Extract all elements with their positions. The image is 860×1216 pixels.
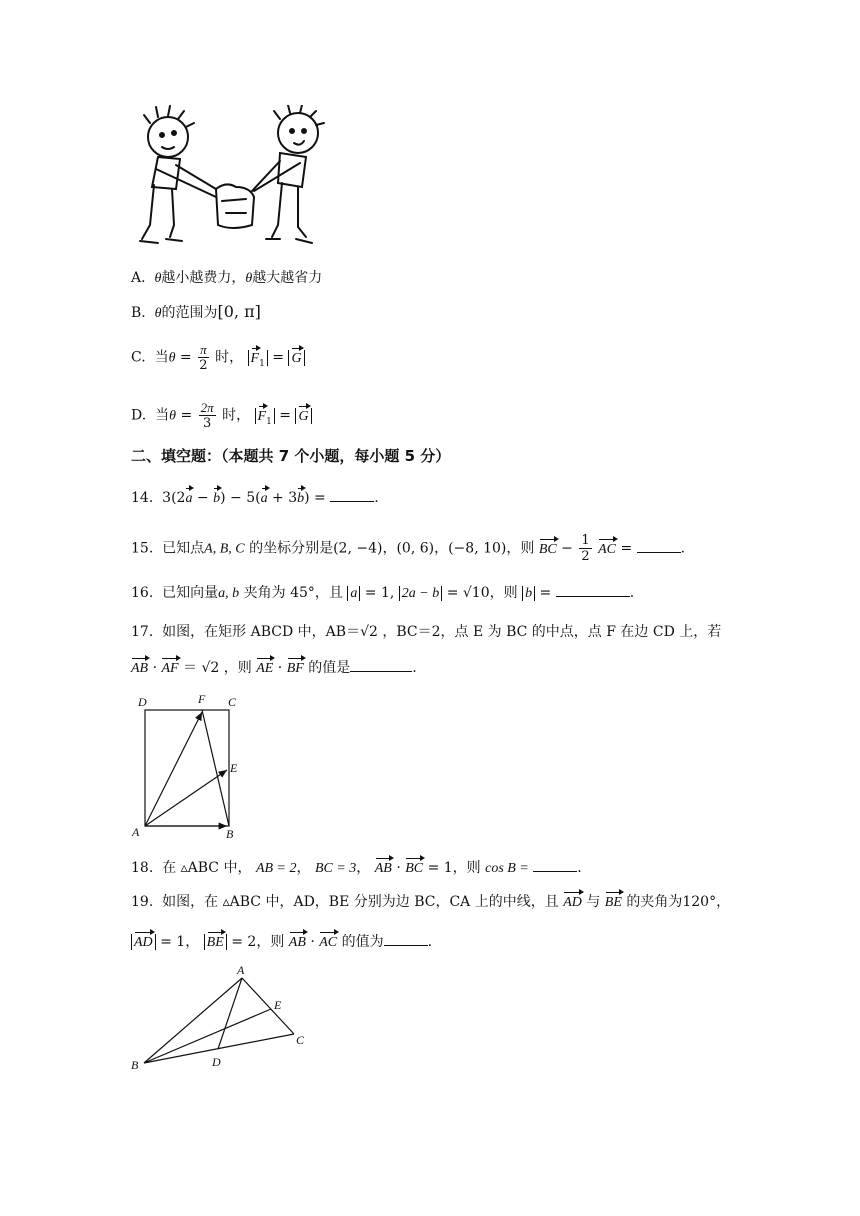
coordinate: (2, −4) xyxy=(333,540,383,557)
answer-blank[interactable] xyxy=(384,931,428,946)
label-a: A xyxy=(132,825,140,839)
question-text: ，则 xyxy=(506,540,535,557)
question-number: 17. xyxy=(131,624,154,640)
fraction-pi-over-2 xyxy=(198,342,209,373)
option-label: B. xyxy=(131,305,146,321)
equals-sign: = xyxy=(179,349,192,366)
vector-bc: BC xyxy=(539,537,557,560)
vector-g: G xyxy=(291,346,301,369)
dot-operator: · xyxy=(152,660,158,676)
question-text: 已知点 xyxy=(162,540,205,557)
coordinate: (0, 6) xyxy=(396,540,435,557)
section-heading: 二、填空题：（本题共 7 个小题，每小题 5 分） xyxy=(131,447,451,465)
question-text: 如图，在矩形 ABCD 中，AB＝√2 ，BC＝2，点 E 为 BC 的中点，点 F 在边 CD 上，若 xyxy=(162,624,722,640)
vector-ae: AE xyxy=(256,656,273,679)
question-15: 15. 已知点A, B, C 的坐标分别是(2, −4)，(0, 6)，(−8, 10)，则 BC − $\frac{1}{2}$ AC = . xyxy=(131,533,686,564)
question-text: 的坐标分别是 xyxy=(249,540,334,557)
expr-part: (2 xyxy=(171,490,186,506)
question-number: 15. xyxy=(131,540,154,557)
option-text: 当 xyxy=(155,407,170,424)
answer-blank[interactable] xyxy=(350,657,412,672)
fraction-one-half xyxy=(579,533,591,564)
numerator: 1 xyxy=(581,533,590,548)
expr-part: ) = xyxy=(304,490,326,506)
vector-f: F xyxy=(258,404,267,427)
dot-operator: · xyxy=(310,934,315,950)
vector-ac: AC xyxy=(319,930,337,953)
dot-operator: · xyxy=(277,660,283,676)
question-14 xyxy=(131,486,379,509)
theta-symbol: θ xyxy=(154,306,162,321)
equals-sign: = xyxy=(539,585,552,601)
label-b: B xyxy=(131,1058,139,1072)
expr-part: = √10 xyxy=(446,585,490,601)
question-text: 在 ▵ABC 中， xyxy=(162,860,252,876)
answer-blank[interactable] xyxy=(533,857,577,872)
vector-g: G xyxy=(298,404,308,427)
magnitude-g xyxy=(295,408,311,424)
question-number: 18. xyxy=(131,860,154,876)
denominator: 2 xyxy=(581,549,590,564)
question-number: 14. xyxy=(131,490,154,506)
label-c: C xyxy=(296,1033,305,1047)
question-number: 19. xyxy=(131,894,154,910)
expr-part: = 1, xyxy=(364,585,395,601)
condition: AB = 2 xyxy=(255,861,297,876)
period: . xyxy=(427,934,433,950)
question-19-line-2: AD = 1， BE = 2，则 AB · AC 的值为 . xyxy=(131,930,432,953)
label-d: D xyxy=(212,1055,221,1069)
condition: BC = 3 xyxy=(314,861,357,876)
expr-part: ＝ √2 ，则 xyxy=(183,660,252,676)
question-17 xyxy=(131,622,721,642)
vector-ab: AB xyxy=(289,930,306,953)
theta-symbol: θ xyxy=(245,271,253,286)
option-text: 的范围为 xyxy=(161,305,218,321)
question-text: 的值是 xyxy=(308,660,351,676)
vector-be: BE xyxy=(207,930,224,953)
magnitude-2a-minus-b: 2a − b xyxy=(399,586,442,601)
label-d: D xyxy=(138,695,147,709)
question-17-line-2 xyxy=(131,656,417,679)
vector-af: AF xyxy=(161,656,178,679)
expr-part: = 2 xyxy=(231,934,257,950)
label-a: A xyxy=(237,963,245,977)
label-c: C xyxy=(228,695,237,709)
option-text: 时， xyxy=(222,407,251,424)
label-f: F xyxy=(198,692,206,706)
theta-symbol: θ xyxy=(168,350,176,366)
question-18: 18. 在 ▵ABC 中， AB = 2， BC = 3， AB · BC = 1，则 cos B = . xyxy=(131,856,582,879)
question-text: ，则 xyxy=(452,860,481,876)
vector-ad: AD xyxy=(134,930,153,953)
question-text: 的值为 xyxy=(341,934,384,950)
vector-b: b xyxy=(297,486,304,509)
subscript: 1 xyxy=(266,416,272,427)
answer-blank[interactable] xyxy=(330,487,374,502)
vector-ac: AC xyxy=(598,537,616,560)
triangle-abc-medians-figure xyxy=(126,962,326,1077)
magnitude-f1 xyxy=(248,350,268,369)
magnitude-a: a xyxy=(347,586,360,601)
option-text: 越大越省力 xyxy=(252,270,323,286)
vector-a: a xyxy=(185,486,192,509)
option-b xyxy=(131,302,261,324)
question-text: 的夹角为120°， xyxy=(626,894,731,910)
option-label: C. xyxy=(131,349,146,366)
period: . xyxy=(680,540,686,557)
vector-a: a xyxy=(261,486,268,509)
question-text: 与 xyxy=(586,894,601,910)
option-text: 当 xyxy=(154,349,169,366)
dot-operator: · xyxy=(396,860,401,876)
coordinate: (−8, 10) xyxy=(448,540,507,557)
period: . xyxy=(577,860,582,876)
range-interval: [0, π] xyxy=(217,302,261,321)
label-e: E xyxy=(230,761,238,775)
point-labels: A, B, C xyxy=(204,541,245,557)
question-text: ，则 xyxy=(489,585,518,601)
vector-labels: a, b xyxy=(218,586,240,601)
option-d: D. 当θ = $\frac{2\pi}{3}$ 时， $F_1 = G$ xyxy=(131,400,312,431)
vector-bc: BC xyxy=(405,856,423,879)
period: . xyxy=(629,585,635,601)
denominator: 2 xyxy=(199,358,208,373)
subscript: 1 xyxy=(259,358,265,369)
vector-ab: AB xyxy=(375,856,392,879)
question-text: 如图，在 ▵ABC 中，AD，BE 分别为边 BC，CA 上的中线，且 xyxy=(162,894,559,910)
vector-b: b xyxy=(213,486,220,509)
magnitude-f1 xyxy=(255,408,275,427)
expr-part: − xyxy=(192,490,214,506)
answer-blank[interactable] xyxy=(637,538,681,553)
expr-part: = 1 xyxy=(160,934,186,950)
denominator: 3 xyxy=(202,416,212,431)
question-16 xyxy=(131,582,634,604)
expr-part: + 3 xyxy=(267,490,298,506)
option-label: A. xyxy=(131,270,146,286)
period: . xyxy=(374,490,379,506)
equals-sign: = xyxy=(620,540,633,557)
expr-part: = 1 xyxy=(427,860,453,876)
question-text: 夹角为 45°，且 xyxy=(243,585,343,601)
vector-ab: AB xyxy=(131,656,148,679)
numerator: 2π xyxy=(200,400,214,415)
fraction-2pi-over-3 xyxy=(199,400,216,431)
label-b: B xyxy=(226,827,234,840)
theta-symbol: θ xyxy=(154,271,162,286)
equals-sign: = xyxy=(180,407,193,424)
label-e: E xyxy=(274,998,282,1012)
vector-f: F xyxy=(251,346,260,369)
theta-symbol: θ xyxy=(169,408,176,424)
option-a xyxy=(131,268,322,289)
option-c: C. 当θ = $\frac{\pi}{2}$ 时， $F_1 = G$ xyxy=(131,342,305,373)
vector-bf: BF xyxy=(287,656,304,679)
magnitude-g xyxy=(288,350,304,366)
expr-part: ) − 5( xyxy=(220,490,261,506)
option-label: D. xyxy=(131,407,147,424)
question-text: ，则 xyxy=(256,934,285,950)
expr-part: 3 xyxy=(162,490,172,506)
magnitude-be xyxy=(204,934,227,950)
question-text: 已知向量 xyxy=(162,585,219,601)
period: . xyxy=(412,660,417,676)
numerator: π xyxy=(200,342,207,357)
option-text: 时， xyxy=(215,349,244,366)
answer-blank[interactable] xyxy=(556,582,630,597)
option-text: 越小越费力， xyxy=(161,270,246,286)
rectangle-abcd-figure xyxy=(130,690,250,840)
vector-be: BE xyxy=(605,890,622,913)
question-number: 16. xyxy=(131,585,154,601)
cos-b: cos B = xyxy=(485,861,529,876)
vector-ad: AD xyxy=(563,890,582,913)
question-19 xyxy=(131,890,730,913)
magnitude-ad xyxy=(131,934,156,950)
magnitude-b: b xyxy=(522,586,535,601)
expr-part: − xyxy=(561,540,573,557)
two-children-pulling-bag-illustration xyxy=(130,105,330,255)
